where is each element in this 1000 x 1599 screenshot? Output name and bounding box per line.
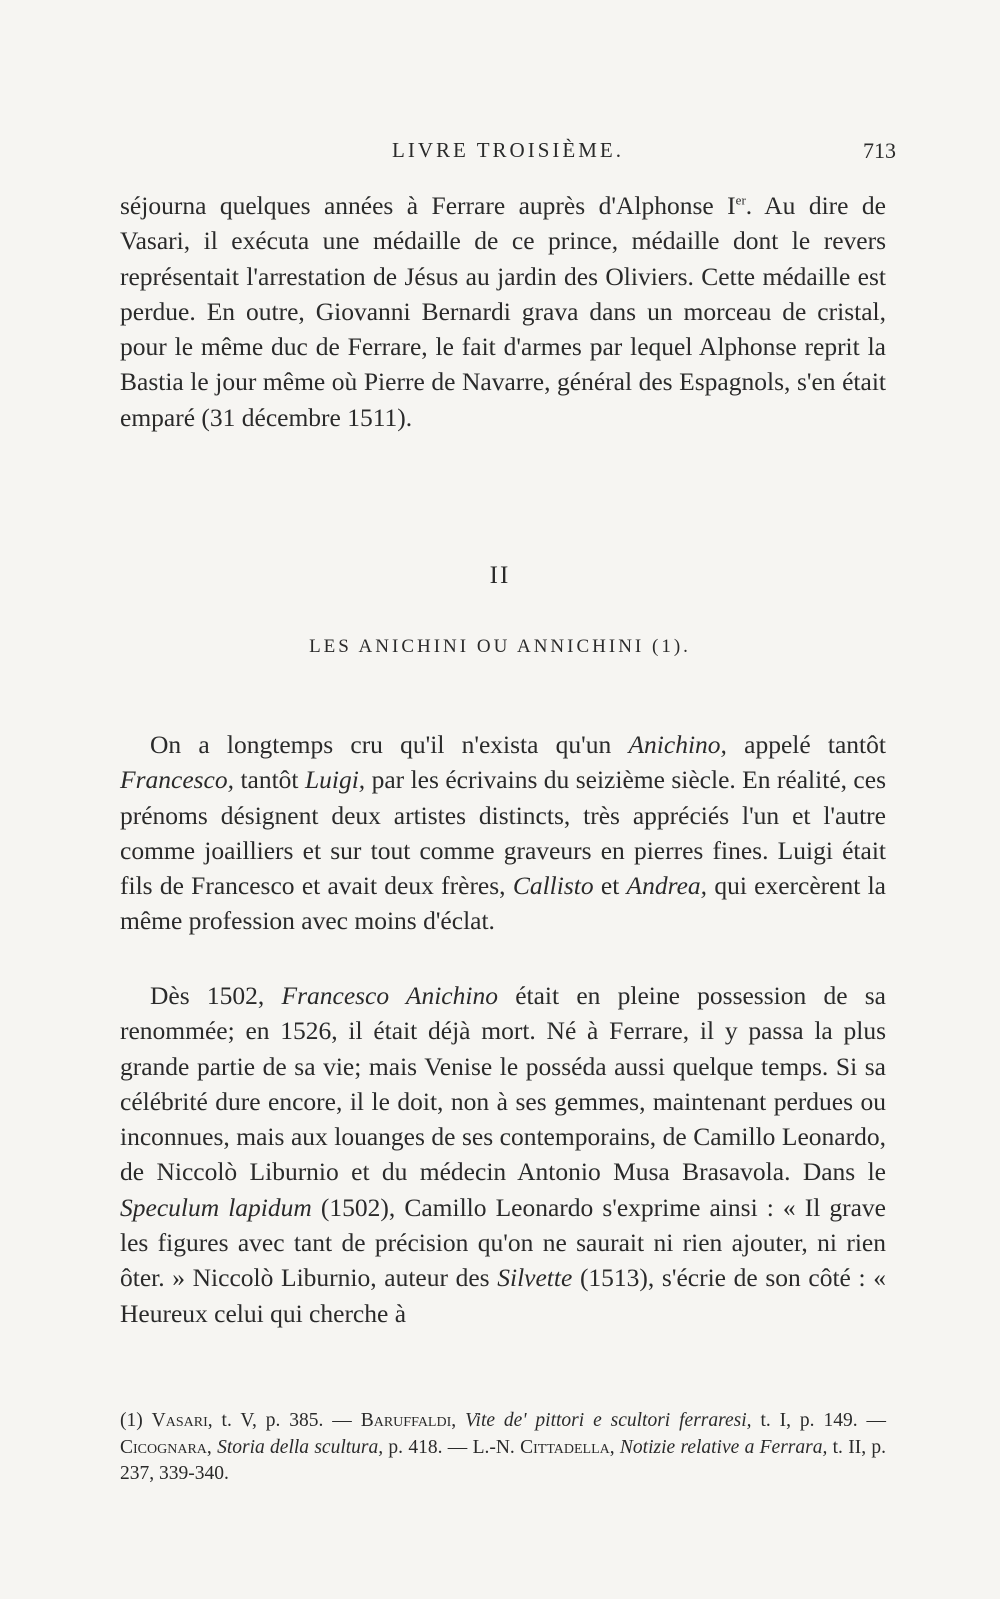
author-name: Cicognara, xyxy=(120,1436,212,1458)
section-number: II xyxy=(489,562,511,589)
author-name: Vasari, xyxy=(151,1410,213,1431)
text-run: t. II, p. 237, 339-340. xyxy=(120,1436,887,1484)
text-run: (1513), s'écrie de son côté : « Heureux celui qui cherche à xyxy=(120,1263,886,1328)
author-name: L.-N. Cittadella, xyxy=(472,1436,615,1458)
text-run: t. I, p. 149. — xyxy=(751,1410,887,1431)
book-title: Notizie relative a Ferrara, xyxy=(619,1436,828,1458)
book-title: Vite de' pittori e scultori ferraresi, xyxy=(465,1410,752,1431)
italic-name: Andrea, xyxy=(626,871,708,901)
running-title: LIVRE TROISIÈME. xyxy=(392,138,624,162)
footnote-marker: (1) xyxy=(120,1410,152,1431)
text-run: tantôt xyxy=(234,765,305,795)
text-run: p. 418. — xyxy=(383,1436,473,1458)
text-run: par les écrivains du seizième siècle. En réalité, ces prénoms désignent deux artistes distincts, très appréciés l'un et l'autre comme joailliers et sur tout comme graveurs en pierres fines. Luigi était fils de Francesco et avait deux frères, xyxy=(120,765,886,901)
italic-title: Speculum lapidum xyxy=(120,1192,312,1222)
text-run: était en pleine possession de sa renommée; en 1526, il était déjà mort. Né à Ferrare, il y passa la plus grande partie de sa vie; mais Venise le posséda aussi quelque temps. Si sa célébrité dure encore, il le doit, non à ses gemmes, maintenant perdues ou inconnues, mais aux louanges de ses contemporains, de Camillo Leonardo, de Niccolò Liburnio et du médecin Antonio Musa Brasavola. Dans le xyxy=(120,981,887,1187)
text-run xyxy=(456,1410,465,1431)
italic-name: Callisto xyxy=(512,871,594,901)
text-run: qui exercèrent la même profession avec moins d'éclat. xyxy=(120,871,886,936)
section-title: LES ANICHINI OU ANNICHINI (1). xyxy=(309,636,691,657)
italic-name: Francesco Anichino xyxy=(281,981,498,1010)
text-run: t. V, p. 385. — xyxy=(212,1410,361,1431)
paragraph-giovanni-bernardi xyxy=(120,188,886,435)
text-run: séjourna quelques années à Ferrare auprès d'Alphonse I xyxy=(120,191,736,220)
running-head xyxy=(120,138,896,168)
footnote xyxy=(120,1408,886,1488)
paragraph-anichini-intro xyxy=(120,727,886,939)
author-name: Baruffaldi, xyxy=(360,1410,457,1431)
text-run: . Au dire de Vasari, il exécuta une médaille de ce prince, médaille dont le revers représentait l'arrestation de Jésus au jardin des Oliviers. Cette médaille est perdue. En outre, Giovanni Bernardi grava dans un morceau de cristal, pour le même duc de Ferrare, le fait d'armes par lequel Alphonse reprit la Bastia le jour même où Pierre de Navarre, général des Espagnols, s'en était emparé (31 décembre 1511). xyxy=(120,191,886,432)
text-run: appelé tantôt xyxy=(726,730,886,759)
paragraph-francesco-anichino xyxy=(120,978,886,1331)
text-run: On a longtemps cru qu'il n'exista qu'un xyxy=(150,730,629,759)
italic-name: Francesco, xyxy=(120,765,235,795)
book-title: Storia della scultura, xyxy=(217,1436,384,1458)
text-run: (1502), Camillo Leonardo s'exprime ainsi : « Il grave les figures avec tant de précision qu'on ne saurait ni rien ajouter, ni rien ôter. » Niccolò Liburnio, auteur des xyxy=(120,1192,886,1293)
italic-title: Silvette xyxy=(497,1263,573,1293)
superscript-er: er xyxy=(735,192,746,208)
italic-name: Anichino, xyxy=(628,730,727,759)
text-run: et xyxy=(593,871,627,901)
italic-name: Luigi, xyxy=(304,765,366,795)
page-number: 713 xyxy=(863,138,896,163)
text-run: Dès 1502, xyxy=(150,981,282,1010)
